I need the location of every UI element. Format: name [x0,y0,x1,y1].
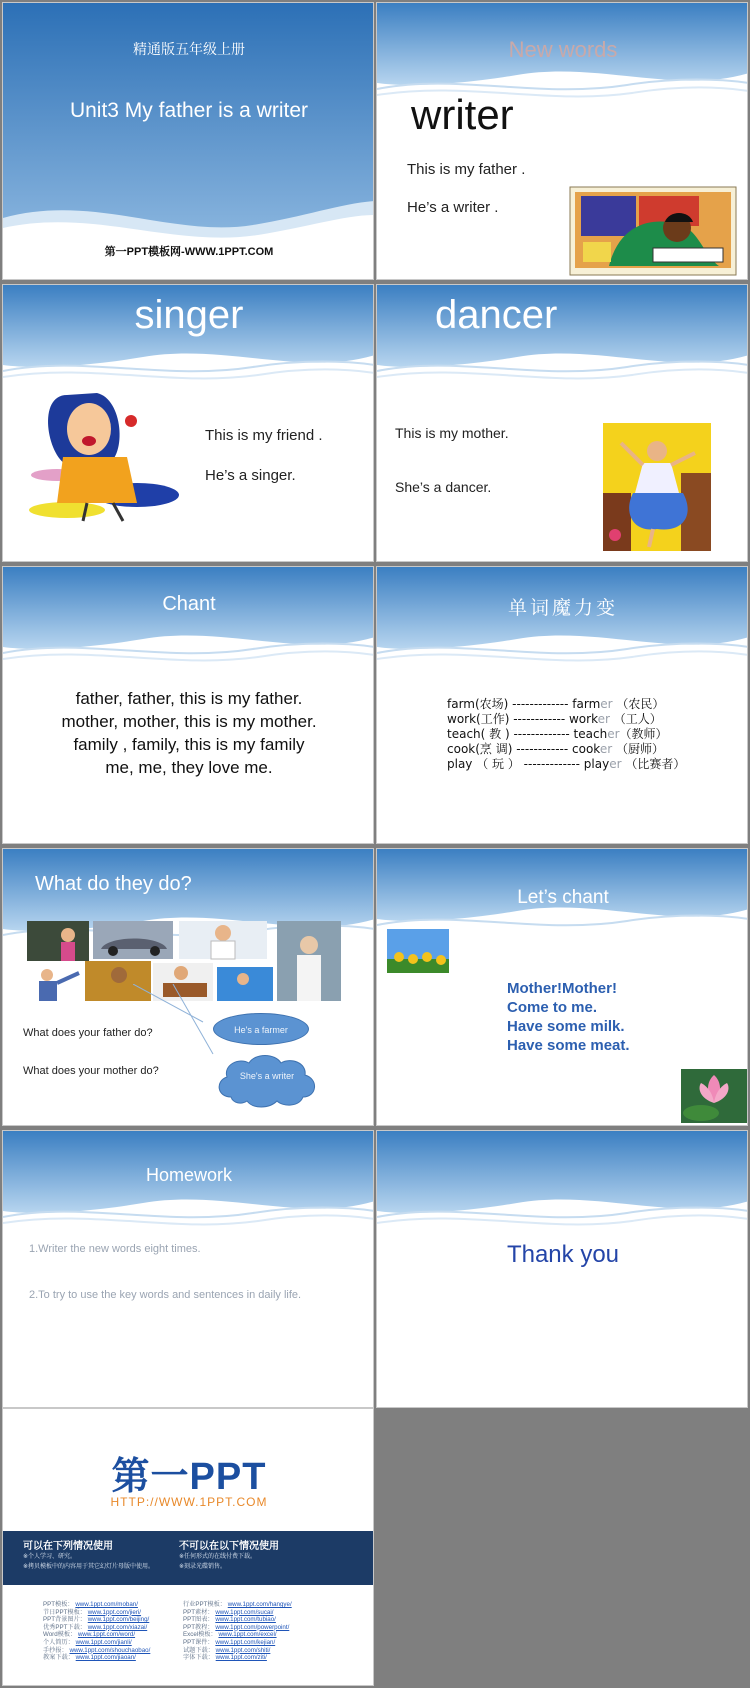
word-row-play [447,755,685,772]
sentence-1: This is my friend . [205,427,323,444]
answer-bubble-farmer: He's a farmer [213,1013,309,1045]
slide-title: Chant [162,593,216,615]
singer-illustration [27,385,183,525]
word-row-suffix: er [609,757,622,771]
chant-line-2: mother, mother, this is my mother. [61,712,317,731]
can-use-title: 可以在下列情况使用 [23,1541,113,1552]
homework-item-1: 1.Writer the new words eight times. [29,1243,201,1255]
cannot-use-item: ※刻录光碟销售。 [179,1564,227,1570]
answer-cloud-shape [213,1053,321,1109]
slide-subtitle: 精通版五年级上册 [133,42,245,58]
link-row[interactable]: PPT课件： www.1ppt.com/kejian/ [183,1638,276,1646]
vocab-word: writer [411,91,514,138]
word-row-meaning: （厨师） [612,742,664,756]
slide-title: Unit3 My father is a writer [69,99,309,122]
slide-11[interactable] [2,1408,374,1686]
usage-banner [3,1531,374,1585]
word-row-suffix: er [599,742,613,756]
link-row[interactable]: PPT模板： www.1ppt.com/moban/ [43,1601,138,1608]
link-row[interactable]: PPT教程： www.1ppt.com/powerpoint/ [183,1623,290,1631]
slide-2[interactable] [376,2,748,280]
header-wave [3,1131,374,1241]
slide-title: What do they do? [35,873,192,895]
slide-10[interactable] [376,1130,748,1408]
link-row[interactable]: PPT背景图片： www.1ppt.com/beijing/ [43,1616,150,1624]
word-row-meaning: （比赛者） [621,757,686,771]
word-row-base: play （ 玩 ） ------------- play [447,757,610,771]
answer-bubble-writer: She's a writer [239,1071,295,1081]
header-wave [377,567,748,677]
slide-7[interactable] [2,848,374,1126]
lotus-photo [681,1069,747,1123]
question-mother: What does your mother do? [23,1065,159,1077]
dancer-illustration [603,423,711,551]
homework-item-2: 2.To try to use the key words and sentences in daily life. [29,1289,302,1301]
word-row-suffix: er [607,727,620,741]
header-wave [377,1131,748,1241]
link-list-right [183,1601,292,1662]
word-row-meaning: （教师） [619,727,668,741]
footer-text: 第一PPT模板网-WWW.1PPT.COM [104,246,274,258]
slide-6[interactable] [376,566,748,844]
slide-9[interactable] [2,1130,374,1408]
link-list-left [43,1601,150,1662]
slide-3[interactable] [2,284,374,562]
header-wave [377,285,748,395]
slide-5[interactable] [2,566,374,844]
sentence-1: This is my mother. [395,425,509,441]
link-row[interactable]: Word模板： www.1ppt.com/word/ [43,1631,136,1639]
link-row[interactable]: 优秀PPT下载： www.1ppt.com/xiazai/ [43,1623,148,1631]
link-row[interactable]: 试题下载： www.1ppt.com/shiti/ [183,1646,271,1654]
cannot-use-title: 不可以在以下情况使用 [179,1541,279,1552]
sentence-2: She’s a dancer. [395,479,492,495]
empty-canvas-area [376,1408,750,1688]
slide-4[interactable] [376,284,748,562]
sentence-2: He’s a writer . [407,199,499,216]
word-row-base: farm(农场) ------------- farm [447,697,601,711]
link-row[interactable]: 个人简历： www.1ppt.com/jianli/ [43,1638,132,1646]
chant-line-1: father, father, this is my father. [75,689,303,708]
chant-line-2: Come to me. [507,999,598,1016]
link-row[interactable]: 字体下载： www.1ppt.com/ziti/ [183,1654,267,1662]
can-use-item: ※个人学习、研究。 [23,1554,77,1560]
slide-8[interactable] [376,848,748,1126]
link-row[interactable]: 行业PPT模板： www.1ppt.com/hangye/ [183,1601,292,1608]
word-row-meaning: （农民） [612,697,665,711]
slide-title: 单词魔力变 [507,597,618,619]
word-row-base: cook(烹 调) ------------ cook [447,742,600,756]
word-row-base: teach( 教 ) ------------- teach [447,727,608,741]
link-row[interactable]: 手抄报： www.1ppt.com/shouchaobao/ [43,1646,151,1654]
brand-logo: 第一PPT [111,1456,267,1498]
can-use-item: ※拷贝模板中的内容用于其它幻灯片母版中使用。 [23,1564,155,1570]
word-row-base: work(工作) ------------ work [447,712,598,726]
link-row[interactable]: PPT素材： www.1ppt.com/sucai/ [183,1608,274,1616]
header-title: New words [508,37,618,62]
slide-title: Let’s chant [517,887,609,908]
sentence-2: He’s a singer. [205,467,296,484]
sunflower-photo [387,929,449,973]
chant-line-4: Have some meat. [507,1037,630,1054]
vocab-word: dancer [435,293,558,337]
link-row[interactable]: PPT图表： www.1ppt.com/tubiao/ [183,1616,276,1624]
slide-title: Homework [145,1165,233,1185]
word-row-suffix: er [597,712,610,726]
chant-block [507,979,630,1055]
chant-line-4: me, me, they love me. [105,758,273,777]
word-row-suffix: er [600,697,613,711]
vocab-word: singer [134,293,244,337]
header-wave [3,567,374,677]
question-father: What does your father do? [23,1027,153,1039]
slide-1[interactable] [2,2,374,280]
chant-line-3: Have some milk. [507,1018,625,1035]
cannot-use-item: ※任何形式的在线付费下载。 [179,1554,257,1560]
chant-line-3: family , family, this is my family [73,735,305,754]
link-row[interactable]: Excel模板： www.1ppt.com/excel/ [183,1631,277,1639]
word-row-meaning: （工人） [609,712,662,726]
chant-line-1: Mother!Mother! [507,980,617,997]
thank-you-text: Thank you [506,1241,620,1268]
writer-illustration [569,186,737,276]
brand-url: HTTP://WWW.1PPT.COM [110,1495,268,1509]
sentence-1: This is my father . [407,161,526,178]
link-row[interactable]: 教案下载： www.1ppt.com/jiaoan/ [43,1654,136,1662]
link-row[interactable]: 节日PPT模板： www.1ppt.com/jieri/ [43,1608,142,1616]
